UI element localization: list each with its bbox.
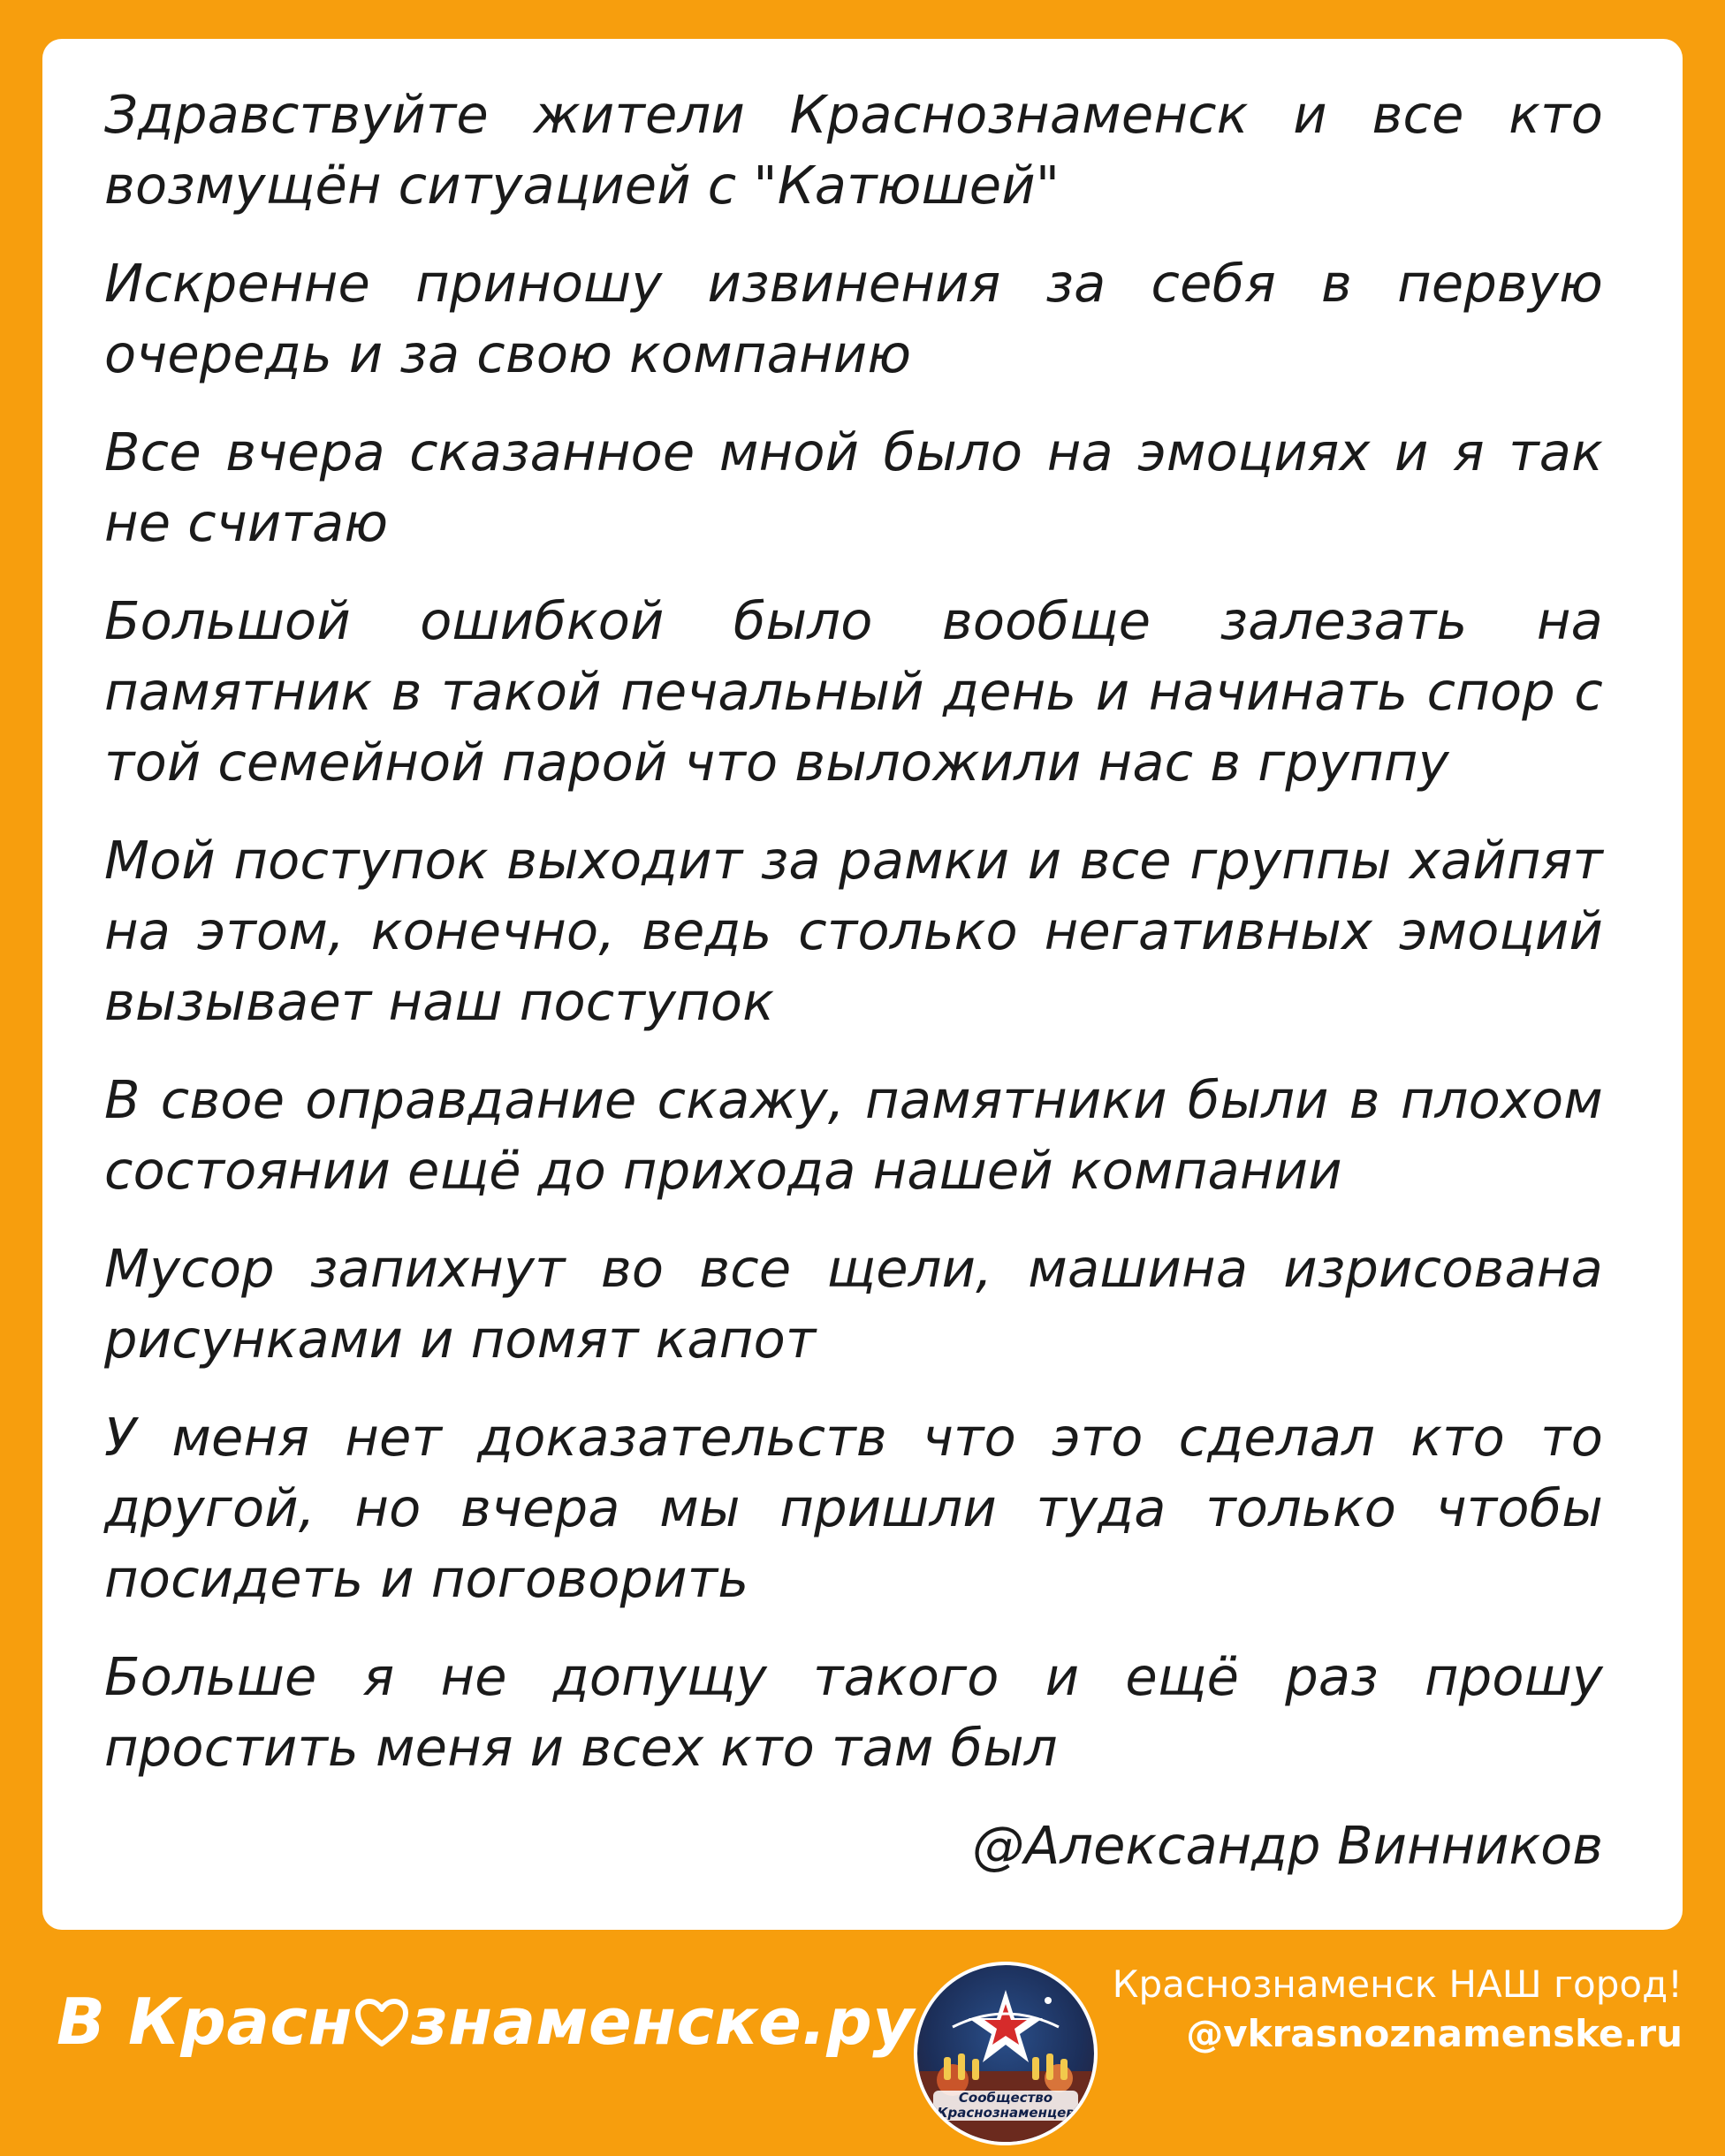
- letter-paragraph: Все вчера сказанное мной было на эмоциях и я так не считаю: [104, 421, 1603, 553]
- letter-paragraph: Здравствуйте жители Краснознаменск и все кто возмущён ситуацией с "Катюшей": [104, 84, 1603, 216]
- emblem-label-top: Сообщество: [933, 2091, 1078, 2106]
- letter-paragraph: У меня нет доказательств что это сделал кто то другой, но вчера мы пришли туда только чтобы посидеть и поговорить: [104, 1407, 1603, 1609]
- letter-paragraph: Мой поступок выходит за рамки и все группы хайпят на этом, конечно, ведь столько негативных эмоций вызывает наш поступок: [104, 830, 1603, 1032]
- heart-icon: [354, 1998, 409, 2047]
- letter-card: [42, 39, 1683, 1930]
- letter-paragraph: Большой ошибкой было вообще залезать на памятник в такой печальный день и начинать спор с той семейной парой что выложили нас в группу: [104, 590, 1603, 793]
- footer-bar: [0, 1930, 1725, 2156]
- brand-logo[interactable]: [57, 1985, 915, 2059]
- social-handle-link[interactable]: @vkrasnoznamenske.ru: [1186, 2012, 1683, 2055]
- letter-paragraph: В свое оправдание скажу, памятники были в плохом состоянии ещё до прихода нашей компании: [104, 1069, 1603, 1201]
- emblem-label-bottom: Краснознаменцев: [933, 2106, 1078, 2121]
- slogan-block: [1113, 1960, 1683, 2059]
- letter-paragraph: Мусор запихнут во все щели, машина изрисована рисунками и помят капот: [104, 1238, 1603, 1370]
- letter-paragraph: Больше я не допущу такого и ещё раз прошу простить меня и всех кто там был: [104, 1646, 1603, 1778]
- slogan-text: Краснознаменск НАШ город!: [1112, 1962, 1683, 2006]
- community-emblem[interactable]: [914, 1962, 1098, 2145]
- letter-paragraph: Искренне приношу извинения за себя в первую очередь и за свою компанию: [104, 253, 1603, 384]
- brand-text-right: знаменске.ру: [410, 1985, 915, 2059]
- brand-text-left: В Красн: [57, 1985, 353, 2059]
- letter-signature: @Александр Винников: [972, 1815, 1603, 1876]
